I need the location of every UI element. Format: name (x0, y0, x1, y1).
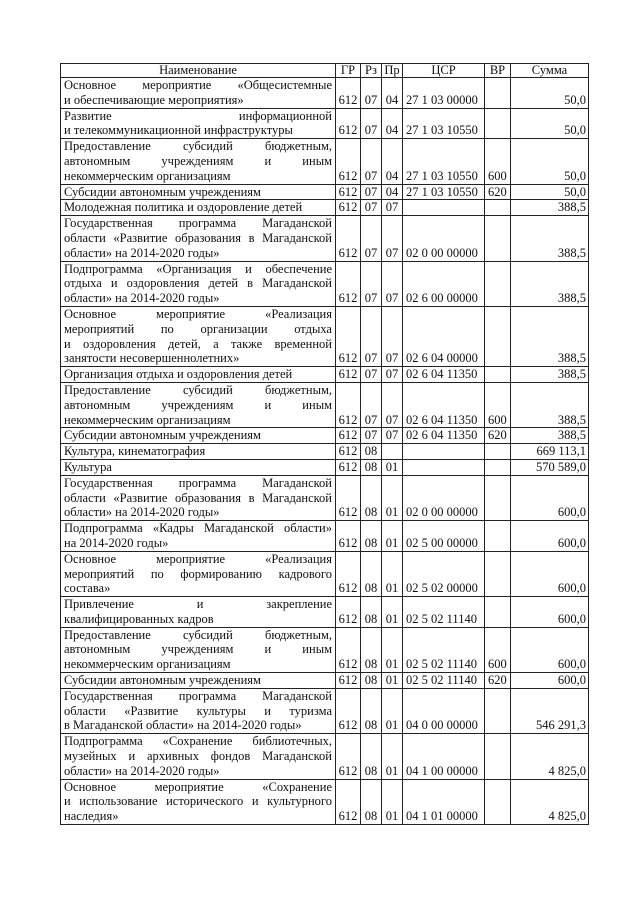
table-row (61, 382, 589, 427)
name-cell (61, 459, 336, 475)
pr-cell: 07 (382, 382, 403, 427)
name-cell (61, 78, 336, 109)
csr-cell: 02 5 02 11140 (403, 597, 485, 628)
name-line: Организация отдыха и оздоровления детей (64, 367, 293, 382)
rz-cell: 07 (361, 184, 382, 200)
name-line: Молодежная политика и оздоровление детей (64, 200, 303, 215)
name-line: области «Развитие культуры и туризма (64, 703, 332, 718)
name-cell (61, 200, 336, 216)
name-cell (61, 216, 336, 261)
name-line: Предоставление субсидий бюджетным, (64, 382, 332, 397)
sum-cell: 388,5 (511, 216, 589, 261)
rz-cell: 08 (361, 597, 382, 628)
vr-cell (485, 779, 511, 824)
table-row (61, 261, 589, 306)
name-line: Подпрограмма «Организация и обеспечение (64, 261, 332, 276)
pr-cell: 04 (382, 139, 403, 184)
rz-cell: 08 (361, 734, 382, 779)
vr-cell: 600 (485, 627, 511, 672)
name-line: области» на 2014-2020 годы» (64, 505, 220, 520)
name-cell (61, 306, 336, 366)
rz-cell: 08 (361, 459, 382, 475)
name-line: области» на 2014-2020 годы» (64, 763, 220, 778)
sum-cell: 600,0 (511, 475, 589, 520)
name-cell (61, 139, 336, 184)
table-row (61, 139, 589, 184)
rz-cell: 07 (361, 428, 382, 444)
header-name: Наименование (61, 64, 336, 78)
vr-cell: 600 (485, 382, 511, 427)
table-row (61, 597, 589, 628)
pr-cell: 04 (382, 78, 403, 109)
gr-cell: 612 (336, 459, 361, 475)
name-line: Субсидии автономным учреждениям (64, 673, 261, 688)
pr-cell: 07 (382, 200, 403, 216)
sum-cell: 600,0 (511, 521, 589, 552)
table-row (61, 779, 589, 824)
budget-table (60, 63, 589, 825)
rz-cell: 07 (361, 261, 382, 306)
name-line: области» на 2014-2020 годы» (64, 291, 220, 306)
name-line: отдыха и оздоровления детей в Магаданской (64, 276, 332, 291)
rz-cell: 08 (361, 688, 382, 733)
header-vr: ВР (485, 64, 511, 78)
gr-cell: 612 (336, 200, 361, 216)
name-line: Развитие информационной (64, 108, 332, 123)
name-line: области» на 2014-2020 годы» (64, 245, 220, 260)
csr-cell: 02 5 02 00000 (403, 551, 485, 596)
vr-cell (485, 108, 511, 139)
name-line: автономным учреждениям и иным (64, 642, 332, 657)
name-cell (61, 627, 336, 672)
table-body (61, 78, 589, 825)
name-cell (61, 108, 336, 139)
name-line: Государственная программа Магаданской (64, 688, 332, 703)
name-cell (61, 551, 336, 596)
name-line: и оздоровления детей, а также временной (64, 336, 332, 351)
name-cell (61, 521, 336, 552)
gr-cell: 612 (336, 673, 361, 689)
name-line: в Магаданской области» на 2014-2020 годы» (64, 718, 302, 733)
vr-cell (485, 78, 511, 109)
table-row (61, 521, 589, 552)
gr-cell: 612 (336, 184, 361, 200)
gr-cell: 612 (336, 734, 361, 779)
csr-cell: 27 1 03 10550 (403, 139, 485, 184)
name-line: некоммерческим организациям (64, 168, 231, 183)
vr-cell (485, 306, 511, 366)
pr-cell: 07 (382, 367, 403, 383)
name-cell (61, 673, 336, 689)
table-row (61, 367, 589, 383)
vr-cell (485, 459, 511, 475)
rz-cell: 07 (361, 200, 382, 216)
sum-cell: 388,5 (511, 428, 589, 444)
header-csr: ЦСР (403, 64, 485, 78)
pr-cell: 07 (382, 306, 403, 366)
vr-cell (485, 475, 511, 520)
header-sum: Сумма (511, 64, 589, 78)
name-cell (61, 184, 336, 200)
vr-cell (485, 734, 511, 779)
name-cell (61, 444, 336, 460)
csr-cell: 04 1 01 00000 (403, 779, 485, 824)
rz-cell: 08 (361, 444, 382, 460)
table-row (61, 444, 589, 460)
pr-cell: 01 (382, 734, 403, 779)
name-cell (61, 382, 336, 427)
vr-cell (485, 597, 511, 628)
gr-cell: 612 (336, 216, 361, 261)
name-line: Государственная программа Магаданской (64, 216, 332, 231)
name-line: и обеспечивающие мероприятия» (64, 92, 244, 107)
name-line: Подпрограмма «Сохранение библиотечных, (64, 734, 332, 749)
rz-cell: 07 (361, 382, 382, 427)
gr-cell: 612 (336, 597, 361, 628)
name-line: области «Развитие образования в Магаданской (64, 230, 332, 245)
rz-cell: 08 (361, 627, 382, 672)
sum-cell: 388,5 (511, 306, 589, 366)
vr-cell (485, 367, 511, 383)
vr-cell: 600 (485, 139, 511, 184)
csr-cell: 02 0 00 00000 (403, 475, 485, 520)
name-line: мероприятий по организации отдыха (64, 321, 332, 336)
vr-cell (485, 688, 511, 733)
pr-cell: 07 (382, 216, 403, 261)
name-line: на 2014-2020 годы» (64, 535, 169, 550)
csr-cell: 27 1 03 10550 (403, 108, 485, 139)
name-line: Предоставление субсидий бюджетным, (64, 627, 332, 642)
pr-cell: 01 (382, 551, 403, 596)
sum-cell: 600,0 (511, 627, 589, 672)
csr-cell: 27 1 03 00000 (403, 78, 485, 109)
name-line: музейных и архивных фондов Магаданской (64, 749, 332, 764)
name-line: мероприятий по формированию кадрового (64, 566, 332, 581)
gr-cell: 612 (336, 475, 361, 520)
csr-cell: 02 6 04 00000 (403, 306, 485, 366)
sum-cell: 4 825,0 (511, 734, 589, 779)
sum-cell: 388,5 (511, 382, 589, 427)
table-row (61, 673, 589, 689)
csr-cell: 02 5 00 00000 (403, 521, 485, 552)
rz-cell: 07 (361, 367, 382, 383)
name-cell (61, 597, 336, 628)
gr-cell: 612 (336, 428, 361, 444)
name-line: Культура (64, 459, 112, 474)
name-line: некоммерческим организациям (64, 657, 231, 672)
rz-cell: 08 (361, 673, 382, 689)
csr-cell: 02 6 04 11350 (403, 382, 485, 427)
pr-cell: 01 (382, 521, 403, 552)
sum-cell: 570 589,0 (511, 459, 589, 475)
table-row (61, 78, 589, 109)
pr-cell: 01 (382, 779, 403, 824)
vr-cell: 620 (485, 673, 511, 689)
gr-cell: 612 (336, 627, 361, 672)
pr-cell: 01 (382, 597, 403, 628)
sum-cell: 388,5 (511, 200, 589, 216)
name-cell (61, 367, 336, 383)
vr-cell (485, 200, 511, 216)
csr-cell: 02 5 02 11140 (403, 673, 485, 689)
name-line: Основное мероприятие «Общесистемные (64, 78, 332, 92)
gr-cell: 612 (336, 367, 361, 383)
table-row (61, 475, 589, 520)
csr-cell (403, 200, 485, 216)
name-line: занятости несовершеннолетних» (64, 351, 240, 366)
name-line: Основное мероприятие «Реализация (64, 551, 332, 566)
sum-cell: 600,0 (511, 597, 589, 628)
table-row (61, 688, 589, 733)
gr-cell: 612 (336, 444, 361, 460)
header-row (61, 64, 589, 78)
name-line: Предоставление субсидий бюджетным, (64, 139, 332, 154)
rz-cell: 08 (361, 521, 382, 552)
sum-cell: 4 825,0 (511, 779, 589, 824)
table-row (61, 734, 589, 779)
vr-cell (485, 444, 511, 460)
name-line: Субсидии автономным учреждениям (64, 184, 261, 199)
gr-cell: 612 (336, 139, 361, 184)
vr-cell: 620 (485, 428, 511, 444)
sum-cell: 546 291,3 (511, 688, 589, 733)
pr-cell (382, 444, 403, 460)
pr-cell: 07 (382, 261, 403, 306)
rz-cell: 07 (361, 78, 382, 109)
sum-cell: 50,0 (511, 184, 589, 200)
name-line: наследия» (64, 809, 119, 824)
pr-cell: 01 (382, 627, 403, 672)
vr-cell (485, 261, 511, 306)
header-pr: Пр (382, 64, 403, 78)
name-line: Основное мероприятие «Реализация (64, 306, 332, 321)
name-line: и телекоммуникационной инфраструктуры (64, 123, 293, 138)
name-cell (61, 428, 336, 444)
table-row (61, 459, 589, 475)
name-cell (61, 688, 336, 733)
table-row (61, 108, 589, 139)
sum-cell: 50,0 (511, 108, 589, 139)
header-rz: Рз (361, 64, 382, 78)
vr-cell (485, 521, 511, 552)
table-row (61, 200, 589, 216)
pr-cell: 01 (382, 688, 403, 733)
name-line: Субсидии автономным учреждениям (64, 428, 261, 443)
table-header (61, 64, 589, 78)
csr-cell (403, 444, 485, 460)
gr-cell: 612 (336, 261, 361, 306)
csr-cell: 02 6 00 00000 (403, 261, 485, 306)
rz-cell: 08 (361, 475, 382, 520)
header-gr: ГР (336, 64, 361, 78)
gr-cell: 612 (336, 382, 361, 427)
rz-cell: 08 (361, 551, 382, 596)
gr-cell: 612 (336, 521, 361, 552)
sum-cell: 388,5 (511, 367, 589, 383)
rz-cell: 07 (361, 108, 382, 139)
name-line: автономным учреждениям и иным (64, 153, 332, 168)
name-line: Государственная программа Магаданской (64, 475, 332, 490)
gr-cell: 612 (336, 306, 361, 366)
pr-cell: 07 (382, 428, 403, 444)
pr-cell: 01 (382, 459, 403, 475)
csr-cell: 02 5 02 11140 (403, 627, 485, 672)
pr-cell: 01 (382, 673, 403, 689)
csr-cell: 04 0 00 00000 (403, 688, 485, 733)
gr-cell: 612 (336, 688, 361, 733)
sum-cell: 50,0 (511, 78, 589, 109)
table-row (61, 428, 589, 444)
table-row (61, 184, 589, 200)
table-row (61, 551, 589, 596)
gr-cell: 612 (336, 108, 361, 139)
name-line: Культура, кинематография (64, 444, 206, 459)
name-cell (61, 734, 336, 779)
vr-cell (485, 216, 511, 261)
name-line: некоммерческим организациям (64, 412, 231, 427)
name-line: области «Развитие образования в Магаданской (64, 490, 332, 505)
table-row (61, 627, 589, 672)
name-line: состава» (64, 581, 111, 596)
table-row (61, 306, 589, 366)
rz-cell: 07 (361, 216, 382, 261)
rz-cell: 07 (361, 139, 382, 184)
sum-cell: 600,0 (511, 551, 589, 596)
name-cell (61, 779, 336, 824)
name-line: Привлечение и закрепление (64, 597, 332, 612)
csr-cell: 27 1 03 10550 (403, 184, 485, 200)
name-line: автономным учреждениям и иным (64, 397, 332, 412)
name-cell (61, 261, 336, 306)
pr-cell: 04 (382, 108, 403, 139)
rz-cell: 08 (361, 779, 382, 824)
rz-cell: 07 (361, 306, 382, 366)
gr-cell: 612 (336, 551, 361, 596)
sum-cell: 669 113,1 (511, 444, 589, 460)
sum-cell: 388,5 (511, 261, 589, 306)
csr-cell: 02 6 04 11350 (403, 367, 485, 383)
vr-cell (485, 551, 511, 596)
name-line: квалифицированных кадров (64, 611, 214, 626)
name-line: Основное мероприятие «Сохранение (64, 779, 332, 794)
csr-cell: 04 1 00 00000 (403, 734, 485, 779)
table-row (61, 216, 589, 261)
gr-cell: 612 (336, 779, 361, 824)
vr-cell: 620 (485, 184, 511, 200)
gr-cell: 612 (336, 78, 361, 109)
csr-cell (403, 459, 485, 475)
sum-cell: 600,0 (511, 673, 589, 689)
pr-cell: 01 (382, 475, 403, 520)
name-line: и использование исторического и культурного (64, 794, 332, 809)
name-cell (61, 475, 336, 520)
pr-cell: 04 (382, 184, 403, 200)
csr-cell: 02 0 00 00000 (403, 216, 485, 261)
sum-cell: 50,0 (511, 139, 589, 184)
name-line: Подпрограмма «Кадры Магаданской области» (64, 521, 332, 536)
csr-cell: 02 6 04 11350 (403, 428, 485, 444)
